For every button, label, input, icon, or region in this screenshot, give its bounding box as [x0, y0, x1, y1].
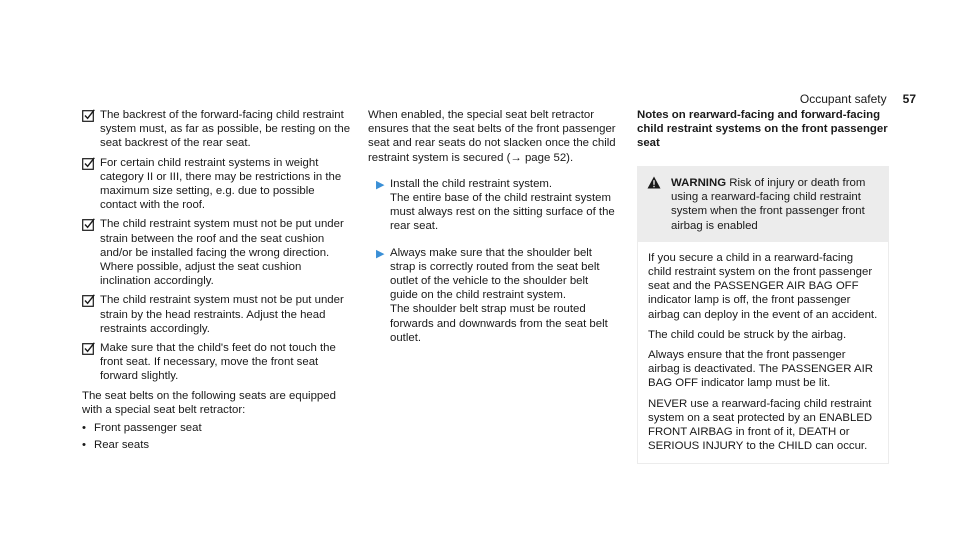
intro-paragraph: When enabled, the special seat belt retractor ensures that the seat belts of the front passenger seat and rear seats do not slacken once the child restraint system is secured (→ page 52). [368, 109, 616, 164]
checklist-text: The child restraint system must not be put under strain between the roof and the seat cushion and/or be installed facing the wrong direction. Where possible, adjust the seat cushion inclination accordingly. [100, 218, 344, 288]
checklist-item [82, 217, 352, 288]
warning-title: WARNING [671, 177, 727, 189]
play-arrow-icon: ▶ [376, 178, 385, 191]
section-title: Occupant safety [799, 92, 887, 106]
column-2 [368, 108, 618, 345]
warning-box [637, 166, 889, 464]
warning-body [637, 241, 889, 465]
list-item [82, 421, 352, 435]
warning-summary: Risk of injury or death from using a rearward-facing child restraint system when the front passenger front airbag is enabled [671, 177, 866, 232]
checkbox-check-icon [82, 156, 100, 213]
checklist-text: The backrest of the forward-facing child restraint system must, as far as possible, be resting on the seat backrest of the rear seat. [100, 109, 351, 150]
retractor-paragraph: The seat belts on the following seats are equipped with a special seat belt retractor: [82, 389, 336, 416]
bullet-dot-icon: • [82, 422, 86, 435]
checkbox-check-icon [82, 108, 100, 151]
checklist-text: The child restraint system must not be put under strain by the head restraints. Adjust the head restraints accordingly. [100, 294, 344, 335]
instruction-step [368, 177, 618, 234]
checklist-item [82, 108, 352, 151]
step-text: Install the child restraint system. The entire base of the child restraint system must always rest on the sitting surface of the rear seat. [390, 177, 615, 233]
checklist-item [82, 156, 352, 213]
play-arrow-icon: ▶ [376, 247, 385, 260]
checkbox-check-icon [82, 217, 100, 288]
column-3 [637, 108, 889, 464]
warning-summary-block [671, 176, 879, 233]
section-heading: Notes on rearward-facing and forward-facing child restraint systems on the front passenger seat [637, 109, 888, 149]
warning-paragraph: If you secure a child in a rearward-facing child restraint system on the front passenger seat and the PASSENGER AIR BAG OFF indicator lamp is off, the front passenger airbag can deploy in the event of an accident. [648, 251, 878, 321]
checklist-text: For certain child restraint systems in weight category II or III, there may be restrictions in the maximum size setting, e.g. due to possible contact with the roof. [100, 156, 342, 212]
checkbox-check-icon [82, 341, 100, 384]
page-number: 57 [902, 92, 916, 106]
warning-paragraph: The child could be struck by the airbag. [648, 328, 847, 341]
seat-list [82, 421, 352, 452]
list-item [82, 438, 352, 452]
step-text: Always make sure that the shoulder belt strap is correctly routed from the seat belt outlet of the vehicle to the shoulder belt guide on the child restraint system. The shoulder belt strap must be routed forwards and downwards from the seat belt outlet. [390, 246, 608, 344]
bullet-dot-icon: • [82, 439, 86, 452]
instruction-step [368, 246, 618, 345]
column-1 [82, 108, 352, 455]
checkbox-check-icon [82, 293, 100, 336]
page-header [800, 92, 916, 106]
warning-triangle-icon [647, 176, 671, 233]
list-item-text: Rear seats [94, 439, 150, 452]
checklist-text: Make sure that the child's feet do not touch the front seat. If necessary, move the front seat forward slightly. [100, 342, 336, 383]
checklist-item [82, 293, 352, 336]
warning-paragraph: Always ensure that the front passenger airbag is deactivated. The PASSENGER AIR BAG OFF indicator lamp must be lit. [648, 349, 873, 390]
warning-paragraph: NEVER use a rearward-facing child restraint system on a seat protected by an ENABLED FRONT AIRBAG in front of it, DEATH or SERIOUS INJURY to the CHILD can occur. [648, 397, 873, 453]
list-item-text: Front passenger seat [94, 422, 202, 435]
checklist-item [82, 341, 352, 384]
warning-header [647, 176, 879, 233]
